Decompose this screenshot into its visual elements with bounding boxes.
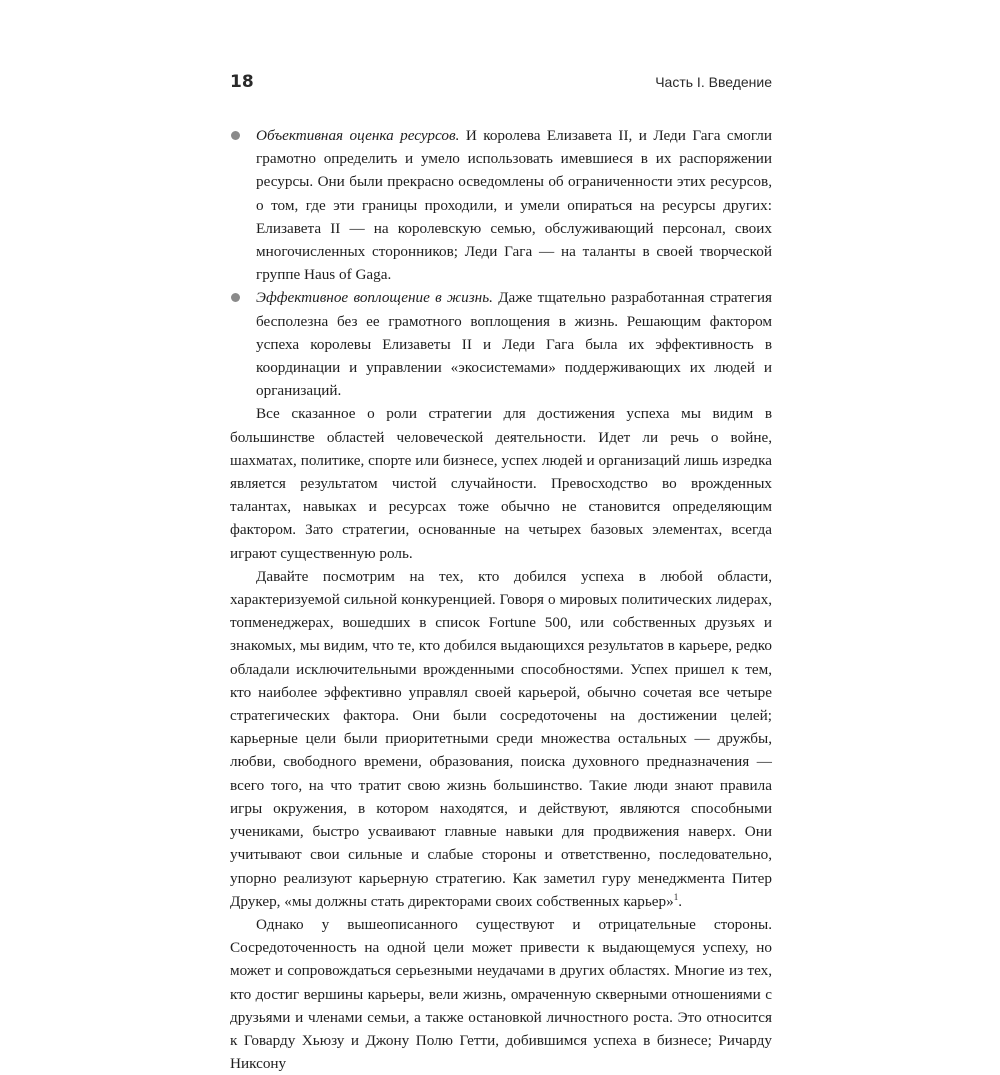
paragraph-negative-sides: Однако у вышеописанного существуют и отрицательные стороны. Сосредоточенность на одной цели может привести к выдающемуся успеху, но может и сопровождаться серьезными неудачами в других областях. Многие из тех, кто достиг вершины карьеры, вели жизнь, омраченную скверными отношениями с друзьями и членами семьи, а также остановкой личностного роста. Это относится к Говарду Хьюзу и Джону Полю Гетти, добившимся успеха в бизнесе; Ричарду Никсону bbox=[230, 915, 772, 1073]
paragraph-text: Давайте посмотрим на тех, кто добился успеха в любой области, характеризуемой сильной конкуренцией. Говоря о мировых политических лидерах, топменеджерах, вошедших в список Fortune 500, или собственных друзьях и знакомых, мы видим, что те, кто добился выдающихся результатов в карьере, редко обладали исключительными врожденными способностями. Успех пришел к тем, кто наиболее эффективно управлял своей карьерой, обычно сочетая все четыре стратегических фактора. Они были сосредоточены на достижении целей; карьерные цели были приоритетными среди множества остальных — дружбы, любви, свободного времени, образования, поиска духовного предназначения — всего того, на что тратит свою жизнь большинство. Такие люди знают правила игры окружения, в котором находятся, и действуют, являются способными учениками, быстро усваивают главные навыки для продвижения наверх. Они учитывают свои сильные и слабые стороны и ответственно, последовательно, упорно реализуют карьерную стратегию. Как заметил гуру менеджмента Питер Друкер, «мы должны стать директорами своих собственных карьер» bbox=[230, 567, 772, 910]
bullet-term: Объективная оценка ресурсов. bbox=[256, 127, 460, 144]
bullet-item-implementation bbox=[230, 286, 772, 402]
bullet-item-resources bbox=[230, 124, 772, 286]
bullet-text: Даже тщательно разработанная стратегия бесполезна без ее грамотного воплощения в жизнь. Решающим фактором успеха королевы Елизаветы II и Леди Гага была их эффективность в координации и управлении «экосистемами» поддерживающих их людей и организаций. bbox=[256, 289, 772, 400]
bullet-dot-icon bbox=[231, 293, 240, 302]
bullet-dot-icon bbox=[231, 131, 240, 140]
bullet-term: Эффективное воплощение в жизнь. bbox=[256, 289, 493, 307]
page-body bbox=[230, 124, 772, 1075]
running-head: Часть I. Введение bbox=[655, 74, 772, 90]
bullet-text: И королева Елизавета II, и Леди Гага смогли грамотно определить и умело использовать имевшиеся в их распоряжении ресурсы. Они были прекрасно осведомлены об ограниченности этих ресурсов, о том, где эти границы проходили, и умели опираться на ресурсы других: Елизавета II — на королевскую семью, обслуживающий персонал, своих многочисленных сторонников; Леди Гага — на таланты в своей творческой группе Haus of Gaga. bbox=[256, 127, 773, 284]
footnote-reference[interactable]: 1 bbox=[673, 891, 679, 902]
page-number: 18 bbox=[230, 72, 254, 92]
paragraph-end-punctuation: . bbox=[678, 892, 683, 910]
bullet-list bbox=[230, 124, 772, 402]
book-page bbox=[230, 72, 772, 1075]
paragraph-successful-people bbox=[230, 565, 772, 913]
page-header bbox=[230, 72, 772, 102]
paragraph-strategy-role: Все сказанное о роли стратегии для достижения успеха мы видим в большинстве областей человеческой деятельности. Идет ли речь о войне, шахматах, политике, спорте или бизнесе, успех людей и организаций лишь изредка является результатом чистой случайности. Превосходство во врожденных талантах, навыках и ресурсах тоже обычно не становится определяющим фактором. Зато стратегии, основанные на четырех базовых элементах, всегда играют существенную роль. bbox=[230, 405, 772, 562]
